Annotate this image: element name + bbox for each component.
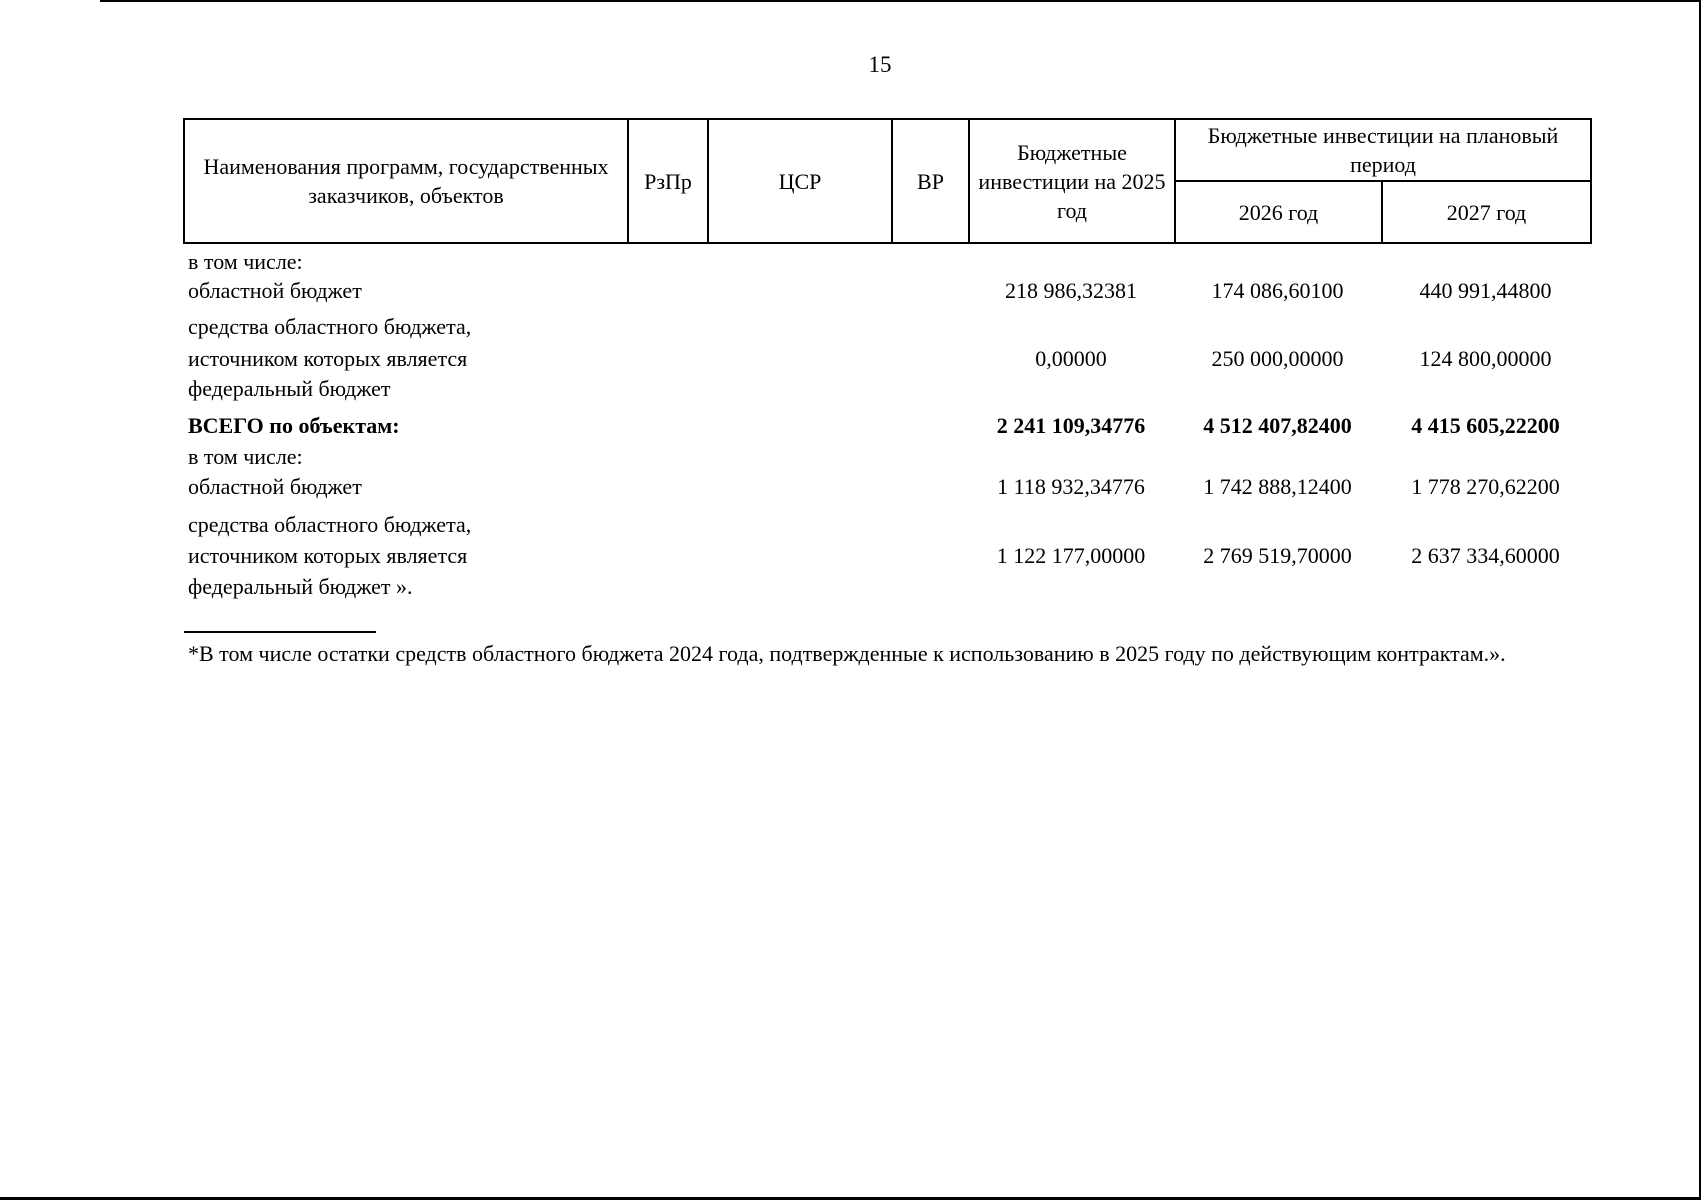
header-rzpr: РзПр — [628, 119, 708, 243]
row-value-2027: 440 991,44800 — [1419, 278, 1552, 303]
header-planned-period: Бюджетные инвестиции на плановый период — [1175, 119, 1591, 181]
total-value-2026: 4 512 407,82400 — [1203, 413, 1352, 438]
row-label-regional-budget: областной бюджет — [188, 474, 362, 499]
row-value-2026: 250 000,00000 — [1211, 346, 1344, 371]
footnote-text: *В том числе остатки средств областного бюджета 2024 года, подтвержденные к использованию в 2025 году по действующим контрактам.». — [188, 641, 1506, 666]
row-label-federal-line-1: средства областного бюджета, — [188, 314, 472, 339]
row-value-2026: 1 742 888,12400 — [1203, 474, 1352, 499]
total-value-2027: 4 415 605,22200 — [1411, 413, 1560, 438]
header-year-2027: 2027 год — [1382, 181, 1591, 243]
row-label-regional-budget: областной бюджет — [188, 278, 362, 303]
row-label-federal-line-1: средства областного бюджета, — [188, 512, 472, 537]
row-label-federal-line-3: федеральный бюджет ». — [188, 574, 413, 599]
row-label-including: в том числе: — [188, 249, 303, 274]
row-label-including: в том числе: — [188, 444, 303, 469]
row-value-2027: 2 637 334,60000 — [1411, 543, 1560, 568]
row-label-federal-line-3: федеральный бюджет — [188, 376, 391, 401]
row-label-total: ВСЕГО по объектам: — [188, 413, 400, 438]
budget-table-header — [183, 118, 1592, 244]
header-csr: ЦСР — [708, 119, 892, 243]
row-label-federal-line-2: источником которых является — [188, 346, 468, 371]
row-label-federal-line-2: источником которых является — [188, 543, 468, 568]
row-value-2025: 1 122 177,00000 — [996, 543, 1146, 568]
footnote-separator — [184, 631, 376, 633]
row-value-2025: 1 118 932,34776 — [997, 474, 1145, 499]
header-name: Наименования программ, государственных заказчиков, объектов — [184, 119, 628, 243]
page-border-top — [100, 0, 1701, 2]
page-number: 15 — [868, 52, 892, 77]
row-value-2026: 174 086,60100 — [1211, 278, 1344, 303]
row-value-2025: 218 986,32381 — [1005, 278, 1137, 303]
row-value-2026: 2 769 519,70000 — [1203, 543, 1352, 568]
row-value-2027: 1 778 270,62200 — [1411, 474, 1560, 499]
row-value-2025: 0,00000 — [1035, 346, 1107, 371]
total-value-2025: 2 241 109,34776 — [996, 413, 1146, 438]
header-year-2026: 2026 год — [1175, 181, 1382, 243]
header-vr: ВР — [892, 119, 969, 243]
header-investments-2025: Бюджетные инвестиции на 2025 год — [969, 119, 1175, 243]
row-value-2027: 124 800,00000 — [1419, 346, 1552, 371]
